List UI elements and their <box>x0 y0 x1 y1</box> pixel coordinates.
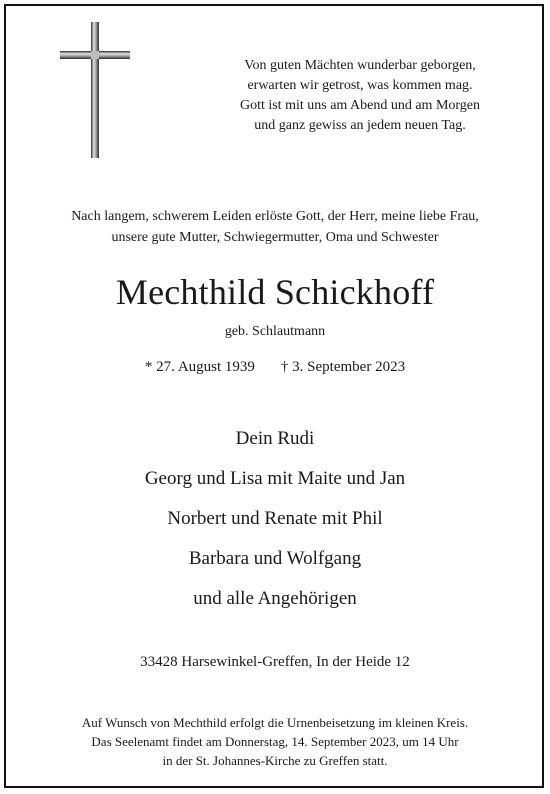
poem-line: Gott ist mit uns am Abend und am Morgen <box>239 98 481 113</box>
intro-line: unsere gute Mutter, Schwiegermutter, Oma und Schwester <box>111 230 439 245</box>
notice-line: Auf Wunsch von Mechthild erfolgt die Urnenbeisetzung im kleinen Kreis. <box>81 715 469 730</box>
mourner-line: Georg und Lisa mit Maite und Jan <box>144 468 406 489</box>
funeral-notice <box>0 713 550 770</box>
mourner-line: Norbert und Renate mit Phil <box>167 508 383 529</box>
poem-line: und ganz gewiss an jedem neuen Tag. <box>254 118 466 133</box>
birth-date: * 27. August 1939 <box>144 359 255 375</box>
maiden-name: geb. Schlautmann <box>224 324 326 339</box>
notice-line: Das Seelenamt findet am Donnerstag, 14. September 2023, um 14 Uhr <box>91 734 459 749</box>
poem-line: erwarten wir getrost, was kommen mag. <box>247 78 473 93</box>
poem-verse <box>200 56 520 136</box>
mourner-line: Dein Rudi <box>235 428 315 449</box>
latin-cross-icon <box>60 22 130 158</box>
deceased-name: Mechthild Schickhoff <box>115 272 435 312</box>
notice-line: in der St. Johannes-Kirche zu Greffen statt. <box>162 753 388 768</box>
death-date: † 3. September 2023 <box>280 359 406 375</box>
life-dates <box>0 356 550 378</box>
mourner-line: und alle Angehörigen <box>193 588 357 609</box>
intro-text <box>0 206 550 248</box>
address: 33428 Harsewinkel-Greffen, In der Heide 12 <box>140 654 410 670</box>
poem-line: Von guten Mächten wunderbar geborgen, <box>244 58 476 73</box>
intro-line: Nach langem, schwerem Leiden erlöste Gott, der Herr, meine liebe Frau, <box>71 209 479 224</box>
mourner-line: Barbara und Wolfgang <box>188 548 362 569</box>
mourners-list <box>0 419 550 619</box>
